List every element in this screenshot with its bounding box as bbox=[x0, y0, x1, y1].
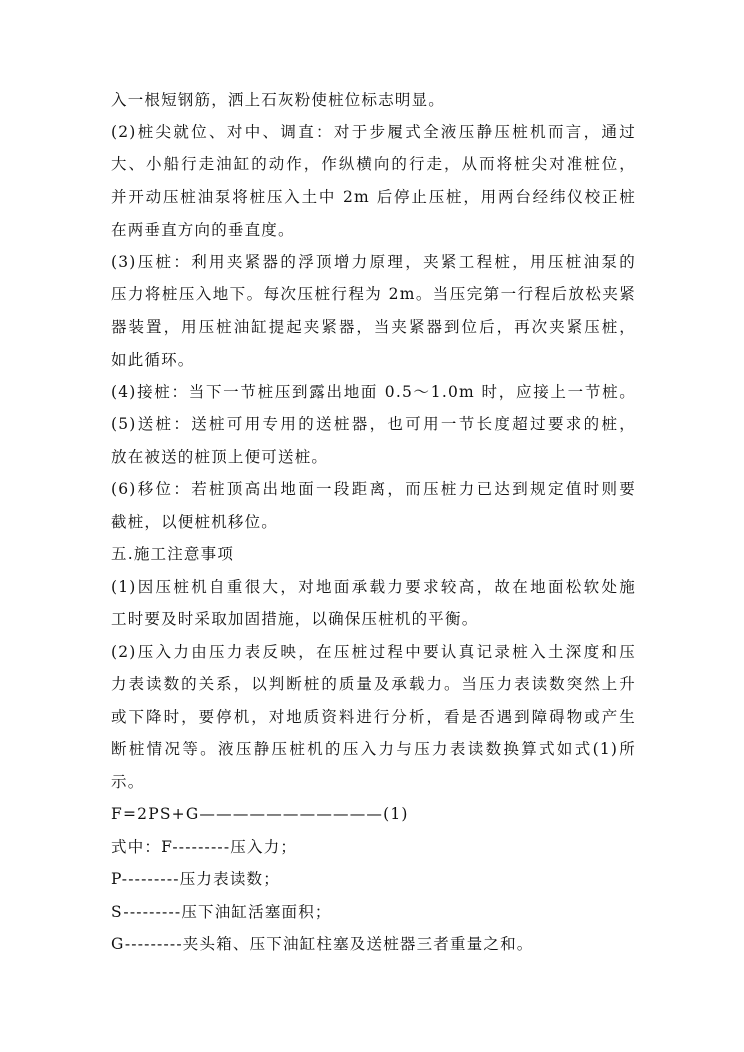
formula-legend: S---------压下油缸活塞面积； bbox=[111, 903, 332, 921]
formula-legend: G---------夹头箱、压下油缸柱塞及送桩器三者重量之和。 bbox=[111, 935, 534, 953]
text-line: 断桩情况等。液压静压桩机的压入力与压力表读数换算式如式(1)所 bbox=[111, 740, 636, 758]
formula-legend: P---------压力表读数； bbox=[111, 870, 280, 888]
text-line: (6)移位：若桩顶高出地面一段距离，而压桩力已达到规定值时则要 bbox=[111, 480, 636, 498]
text-line: 压力将桩压入地下。每次压桩行程为 2m。当压完第一行程后放松夹紧 bbox=[111, 285, 636, 303]
text-line: 器装置，用压桩油缸提起夹紧器，当夹紧器到位后，再次夹紧压桩， bbox=[111, 318, 636, 336]
text-line: 放在被送的桩顶上便可送桩。 bbox=[111, 448, 329, 466]
text-line: 示。 bbox=[111, 773, 145, 791]
text-line: (2)压入力由压力表反映，在压桩过程中要认真记录桩入土深度和压 bbox=[111, 643, 636, 661]
text-line: 或下降时，要停机，对地质资料进行分析，看是否遇到障碍物或产生 bbox=[111, 708, 636, 726]
text-line: 大、小船行走油缸的动作，作纵横向的行走，从而将桩尖对准桩位， bbox=[111, 155, 636, 173]
text-line: (1)因压桩机自重很大，对地面承载力要求较高，故在地面松软处施 bbox=[111, 578, 636, 596]
text-line: 在两垂直方向的垂直度。 bbox=[111, 221, 295, 239]
text-line: 截桩，以便桩机移位。 bbox=[111, 513, 279, 531]
text-line: (5)送桩：送桩可用专用的送桩器，也可用一节长度超过要求的桩， bbox=[111, 415, 636, 433]
text-line: 工时要及时采取加固措施，以确保压桩机的平衡。 bbox=[111, 610, 479, 628]
formula-legend: 式中：F---------压入力； bbox=[111, 838, 298, 856]
text-line: 如此循环。 bbox=[111, 351, 195, 369]
text-line: (2)桩尖就位、对中、调直：对于步履式全液压静压桩机而言，通过 bbox=[111, 123, 636, 141]
section-heading: 五.施工注意事项 bbox=[111, 545, 235, 563]
text-line: 力表读数的关系，以判断桩的质量及承载力。当压力表读数突然上升 bbox=[111, 675, 636, 693]
text-line: (3)压桩：利用夹紧器的浮顶增力原理，夹紧工程桩，用压桩油泵的 bbox=[111, 253, 636, 271]
formula-line: F=2PS+G———————————(1) bbox=[111, 805, 409, 823]
text-line: 入一根短钢筋，洒上石灰粉使桩位标志明显。 bbox=[111, 91, 446, 109]
text-line: (4)接桩：当下一节桩压到露出地面 0.5～1.0m 时，应接上一节桩。 bbox=[111, 383, 636, 401]
text-line: 并开动压桩油泵将桩压入土中 2m 后停止压桩，用两台经纬仪校正桩 bbox=[111, 188, 636, 206]
